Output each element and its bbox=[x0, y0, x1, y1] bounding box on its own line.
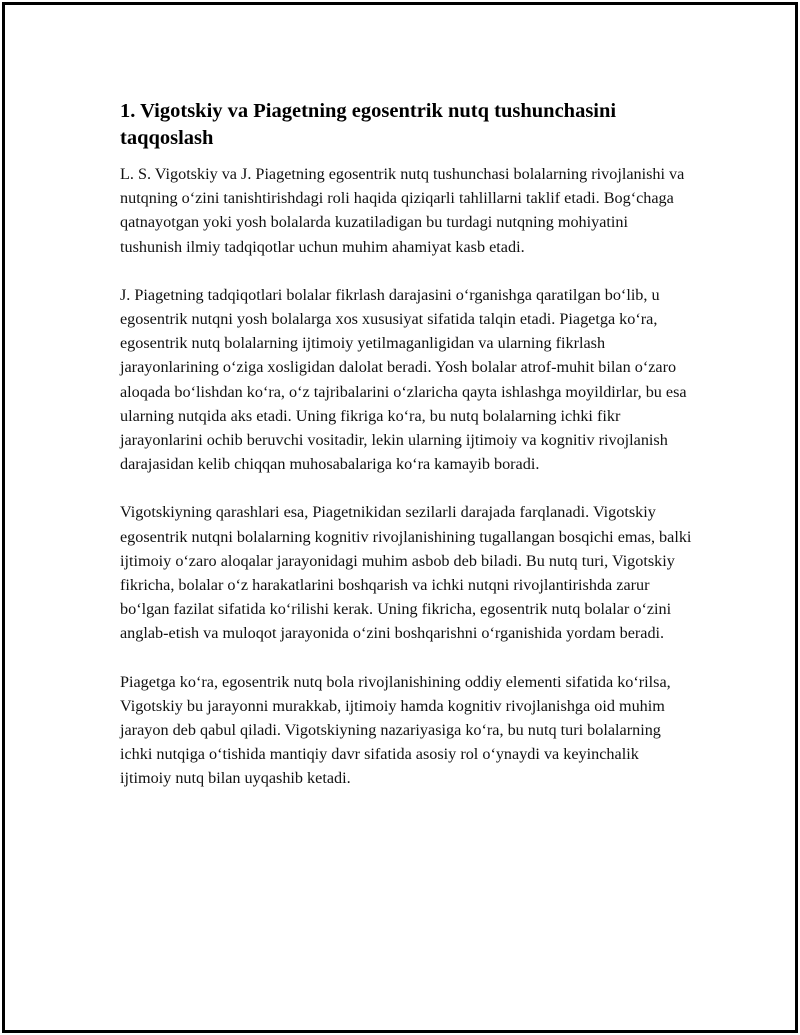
paragraph-intro: L. S. Vigotskiy va J. Piagetning egosentrik nutq tushunchasi bolalarning rivojlanishi va nutqning oʻzini tanishtirishdagi roli haqida qiziqarli tahlillarni taklif etadi. Bogʻchaga qatnayotgan yoki yosh bolalarda kuzatiladigan bu turdagi nutqning mohiyatini tushunish ilmiy tadqiqotlar uchun muhim ahamiyat kasb etadi. bbox=[120, 165, 685, 256]
paragraph-comparison: Piagetga koʻra, egosentrik nutq bola rivojlanishining oddiy elementi sifatida koʻrilsa, Vigotskiy bu jarayonni murakkab, ijtimoiy hamda kognitiv rivojlanishga oid muhim jarayon deb qabul qiladi. Vigotskiyning nazariyasiga koʻra, bu nutq turi bolalarning ichki nutqiga oʻtishida mantiqiy davr sifatida asosiy rol oʻynaydi va keyinchalik ijtimoiy nutq bilan uyqashib ketadi. bbox=[120, 672, 671, 788]
paragraph-piaget: J. Piagetning tadqiqotlari bolalar fikrlash darajasini oʻrganishga qaratilgan boʻlib, u egosentrik nutqni yosh bolalarga xos xususiyat sifatida talqin etadi. Piagetga koʻra, egosentrik nutq bolalarning ijtimoiy yetilmaganligidan va ularning fikrlash jarayonlarining oʻziga xosligidan dalolat beradi. Yosh bolalar atrof-muhit bilan oʻzaro aloqada boʻlishdan koʻra, oʻz tajribalarini oʻzlaricha qayta ishlashga moyildirlar, bu esa ularning nutqida aks etadi. Uning fikriga koʻra, bu nutq bolalarning ichki fikr jarayonlarini ochib beruvchi vositadir, lekin ularning ijtimoiy va kognitiv rivojlanish darajasidan kelib chiqqan muhosabalariga koʻra kamayib boradi. bbox=[120, 285, 687, 474]
page-frame bbox=[2, 2, 798, 1033]
document-body bbox=[120, 98, 692, 815]
paragraph-vygotsky: Vigotskiyning qarashlari esa, Piagetnikidan sezilarli darajada farqlanadi. Vigotskiy egosentrik nutqni bolalarning kognitiv rivojlanishining tugallangan bosqichi emas, balki ijtimoiy oʻzaro aloqalar jarayonidagi muhim asbob deb biladi. Bu nutq turi, Vigotskiy fikricha, bolalar oʻz harakatlarini boshqarish va ichki nutqni rivojlantirishda zarur boʻlgan fazilat sifatida koʻrilishi kerak. Uning fikricha, egosentrik nutq bolalar oʻzini anglab-etish va muloqot jarayonida oʻzini boshqarishni oʻrganishida yordam beradi. bbox=[120, 503, 692, 643]
section-heading: 1. Vigotskiy va Piagetning egosentrik nutq tushunchasini taqqoslash bbox=[120, 100, 617, 149]
